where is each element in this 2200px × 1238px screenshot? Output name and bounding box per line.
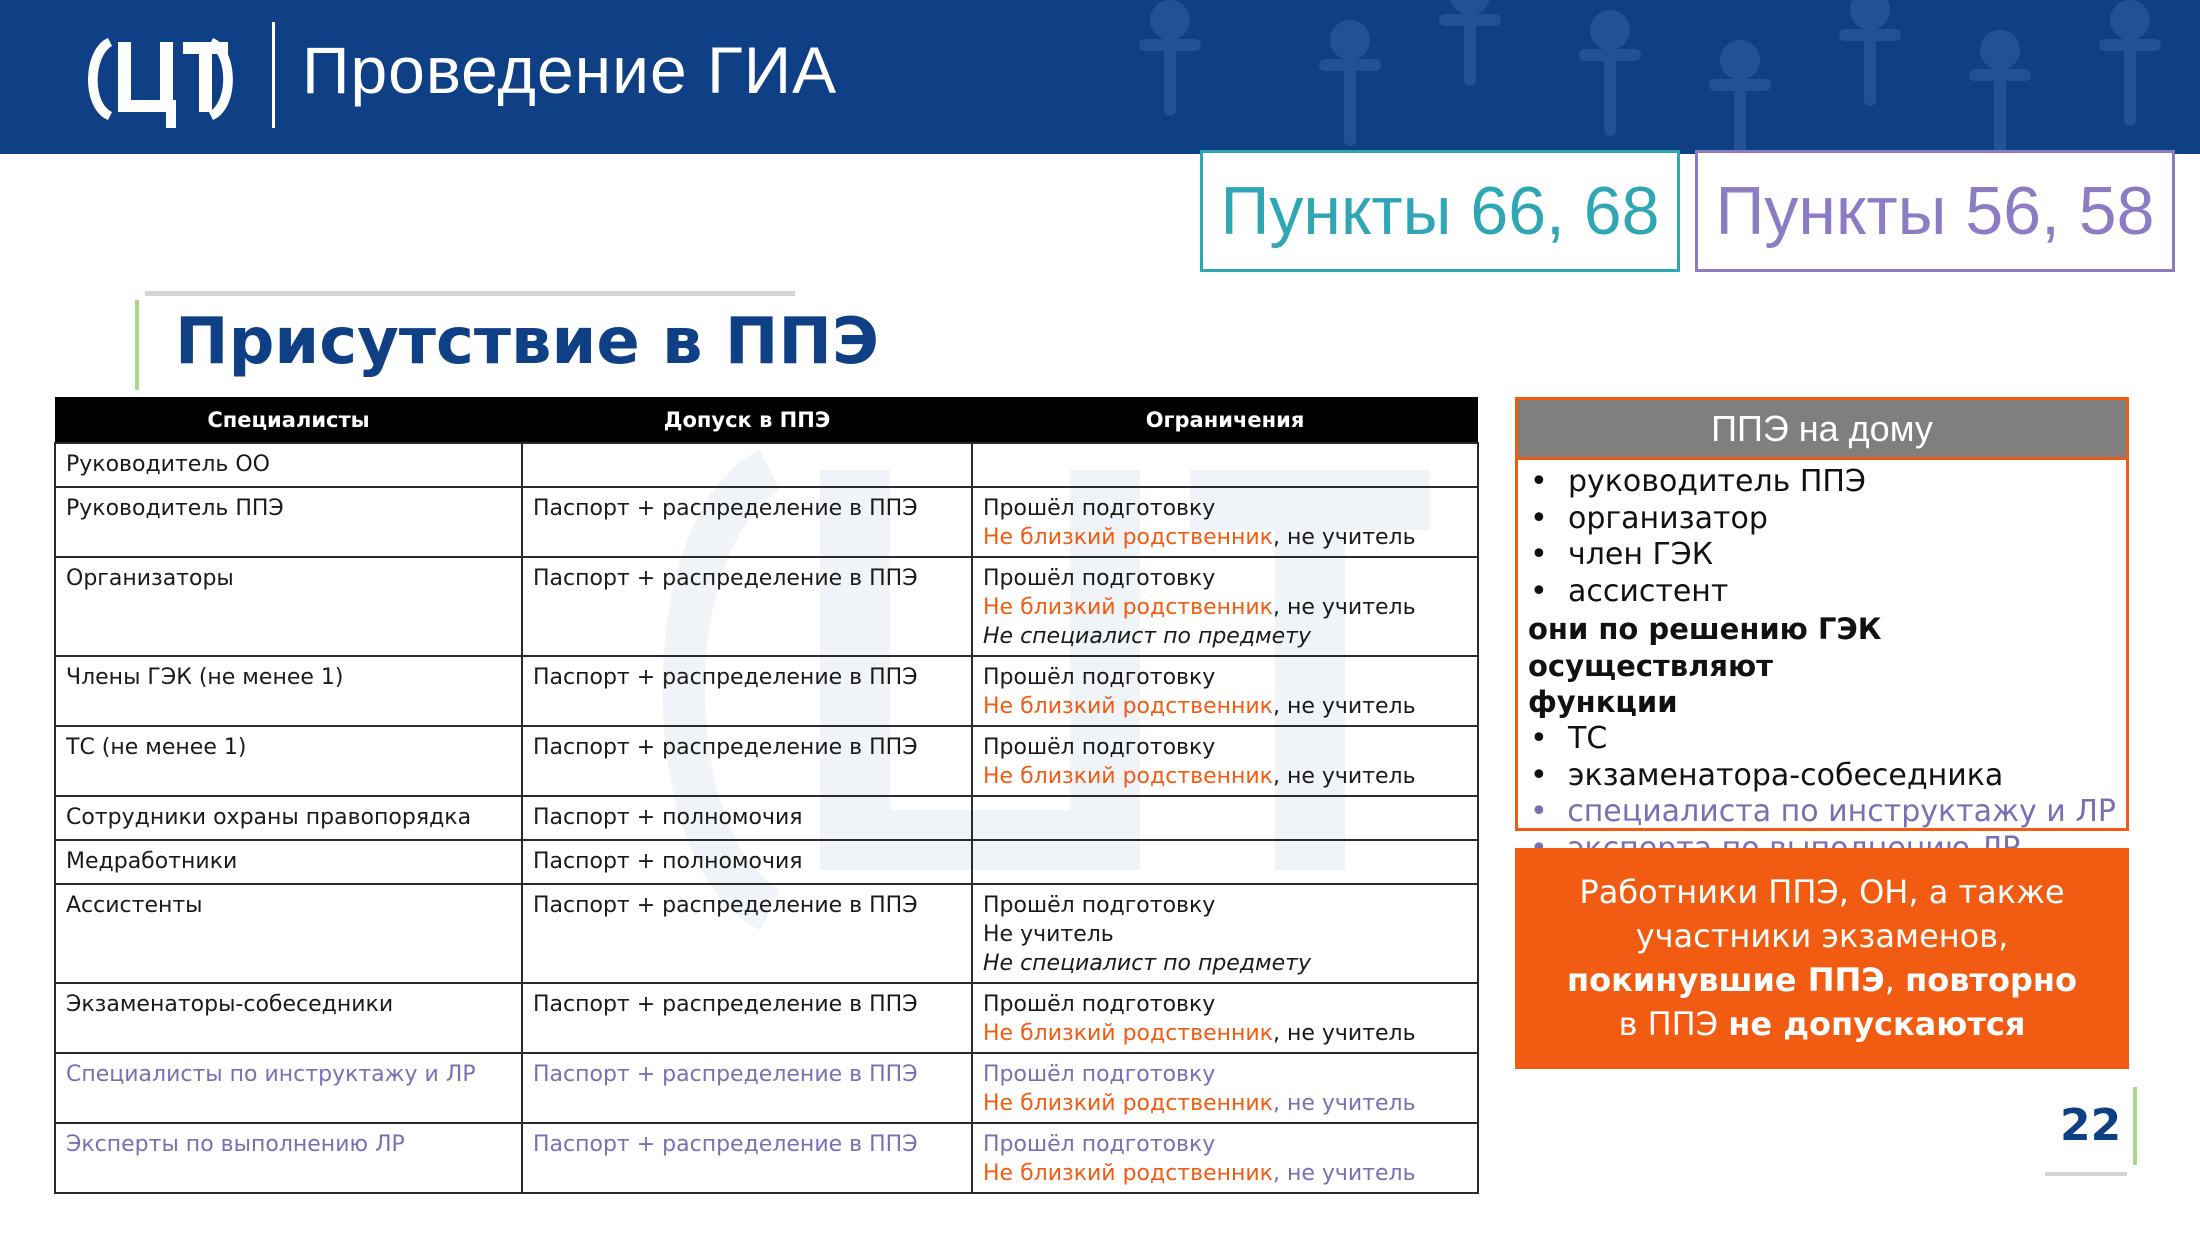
readmission-notice (1515, 848, 2129, 1069)
cell-specialist: Медработники (55, 840, 522, 884)
cell-access: Паспорт + распределение в ППЭ (522, 487, 972, 557)
cell-restrictions (972, 726, 1478, 796)
restriction-line (983, 762, 1467, 791)
not-teacher-text: , не учитель (1272, 595, 1416, 620)
restriction-line: Не учитель (983, 922, 1114, 947)
home-ppe-item (1528, 721, 2116, 758)
table-row (55, 840, 1478, 884)
notice-line-3: покинувшие ППЭ, повторно (1567, 961, 2077, 999)
home-ppe-title: ППЭ на дому (1518, 400, 2126, 460)
cell-access: Паспорт + распределение в ППЭ (522, 726, 972, 796)
restriction-line (983, 593, 1467, 622)
section-accent-bar (135, 300, 139, 390)
table-row (55, 487, 1478, 557)
not-teacher-text: , не учитель (1272, 525, 1416, 550)
cell-specialist: Экзаменаторы-собеседники (55, 983, 522, 1053)
cell-restrictions (972, 1123, 1478, 1193)
bullet-icon: • (1530, 574, 1548, 610)
points-66-68-box: Пункты 66, 68 (1200, 150, 1680, 272)
not-relative-text: Не близкий родственник (983, 1091, 1273, 1116)
ct-logo (78, 28, 243, 130)
bullet-icon: • (1530, 464, 1548, 499)
table-row (55, 726, 1478, 796)
bullet-icon: • (1530, 500, 1548, 536)
home-ppe-item (1528, 501, 2116, 538)
restriction-line (983, 1019, 1467, 1048)
cell-access (522, 443, 972, 487)
restriction-line: Не специалист по предмету (983, 951, 1312, 976)
cell-specialist: Члены ГЭК (не менее 1) (55, 656, 522, 726)
restriction-line: Не специалист по предмету (983, 624, 1312, 649)
page-underline (2045, 1172, 2127, 1176)
header-band (0, 0, 2200, 154)
home-ppe-item (1528, 758, 2116, 795)
home-ppe-item-label: ТС (1568, 720, 1608, 756)
cell-restrictions (972, 840, 1478, 884)
cell-restrictions (972, 983, 1478, 1053)
header-restrictions: Ограничения (972, 397, 1478, 443)
table-row (55, 1053, 1478, 1123)
points-56-58-box: Пункты 56, 58 (1695, 150, 2175, 272)
not-teacher-text: , не учитель (1272, 1161, 1416, 1186)
not-relative-text: Не близкий родственник (983, 764, 1273, 789)
cell-access: Паспорт + распределение в ППЭ (522, 1053, 972, 1123)
not-relative-text: Не близкий родственник (983, 525, 1273, 550)
bullet-icon: • (1530, 757, 1548, 793)
not-relative-text: Не близкий родственник (983, 595, 1273, 620)
restriction-line: Прошёл подготовку (983, 665, 1216, 690)
restriction-line: Прошёл подготовку (983, 1132, 1216, 1157)
home-ppe-item-label: специалиста по инструктажу и ЛР (1567, 794, 2116, 830)
header-divider (272, 22, 275, 128)
cell-specialist: Руководитель ОО (55, 443, 522, 487)
not-relative-text: Не близкий родственник (983, 694, 1273, 719)
not-teacher-text: , не учитель (1272, 694, 1416, 719)
home-ppe-item-label: руководитель ППЭ (1568, 464, 1866, 499)
cell-restrictions (972, 884, 1478, 983)
home-ppe-note: они по решению ГЭК осуществляют (1528, 611, 1882, 683)
bullet-icon: • (1530, 794, 1548, 830)
home-ppe-item-label: член ГЭК (1568, 537, 1714, 573)
cell-specialist: Руководитель ППЭ (55, 487, 522, 557)
not-relative-text: Не близкий родственник (983, 1161, 1273, 1186)
home-ppe-note: функции (1528, 685, 1678, 720)
home-ppe-list (1518, 460, 2126, 868)
home-ppe-item (1528, 794, 2116, 831)
section-topline (145, 291, 795, 296)
cell-specialist: Сотрудники охраны правопорядка (55, 796, 522, 840)
cell-specialist: Ассистенты (55, 884, 522, 983)
cell-access: Паспорт + полномочия (522, 796, 972, 840)
cell-restrictions (972, 1053, 1478, 1123)
notice-line-1: Работники ППЭ, ОН, а также (1579, 873, 2065, 911)
cell-access: Паспорт + полномочия (522, 840, 972, 884)
cell-access: Паспорт + распределение в ППЭ (522, 656, 972, 726)
table-row (55, 443, 1478, 487)
restriction-line: Прошёл подготовку (983, 893, 1216, 918)
cell-access: Паспорт + распределение в ППЭ (522, 983, 972, 1053)
restriction-line: Прошёл подготовку (983, 992, 1216, 1017)
cell-specialist: ТС (не менее 1) (55, 726, 522, 796)
header-access: Допуск в ППЭ (522, 397, 972, 443)
table-row (55, 557, 1478, 656)
cell-restrictions (972, 487, 1478, 557)
table-row (55, 1123, 1478, 1193)
table-row (55, 796, 1478, 840)
not-teacher-text: , не учитель (1272, 1091, 1416, 1116)
home-ppe-item-label: ассистент (1568, 574, 1729, 610)
bullet-icon: • (1530, 720, 1548, 756)
home-ppe-item (1528, 464, 2116, 501)
cell-access: Паспорт + распределение в ППЭ (522, 884, 972, 983)
restriction-line (983, 692, 1467, 721)
header-specialists: Специалисты (55, 397, 522, 443)
not-relative-text: Не близкий родственник (983, 1021, 1273, 1046)
not-teacher-text: , не учитель (1272, 1021, 1416, 1046)
cell-access: Паспорт + распределение в ППЭ (522, 1123, 972, 1193)
cell-specialist: Специалисты по инструктажу и ЛР (55, 1053, 522, 1123)
table-row (55, 884, 1478, 983)
cell-access: Паспорт + распределение в ППЭ (522, 557, 972, 656)
presence-table (54, 397, 1479, 1194)
page-number: 22 (2060, 1100, 2122, 1151)
cell-specialist: Организаторы (55, 557, 522, 656)
table-header-row (55, 397, 1478, 443)
restriction-line: Прошёл подготовку (983, 735, 1216, 760)
cell-restrictions (972, 656, 1478, 726)
restriction-line (983, 523, 1467, 552)
cell-restrictions (972, 796, 1478, 840)
not-teacher-text: , не учитель (1272, 764, 1416, 789)
bullet-icon: • (1530, 537, 1548, 573)
home-ppe-item (1528, 537, 2116, 574)
home-ppe-item (1528, 574, 2116, 611)
home-ppe-panel (1515, 397, 2129, 831)
header-title: Проведение ГИА (302, 33, 838, 107)
notice-line-2: участники экзаменов, (1635, 917, 2009, 955)
people-pattern-decoration (1050, 0, 2200, 154)
home-ppe-item-label: организатор (1568, 500, 1768, 536)
restriction-line: Прошёл подготовку (983, 566, 1216, 591)
notice-line-4: в ППЭ не допускаются (1618, 1005, 2026, 1043)
restriction-line: Прошёл подготовку (983, 1062, 1216, 1087)
cell-restrictions (972, 443, 1478, 487)
cell-specialist: Эксперты по выполнению ЛР (55, 1123, 522, 1193)
section-title: Присутствие в ППЭ (175, 305, 879, 379)
table-row (55, 656, 1478, 726)
home-ppe-item-label: экзаменатора-собеседника (1568, 757, 2004, 793)
page-accent-bar (2133, 1087, 2137, 1165)
restriction-line (983, 1159, 1467, 1188)
restriction-line: Прошёл подготовку (983, 496, 1216, 521)
table-row (55, 983, 1478, 1053)
restriction-line (983, 1089, 1467, 1118)
cell-restrictions (972, 557, 1478, 656)
